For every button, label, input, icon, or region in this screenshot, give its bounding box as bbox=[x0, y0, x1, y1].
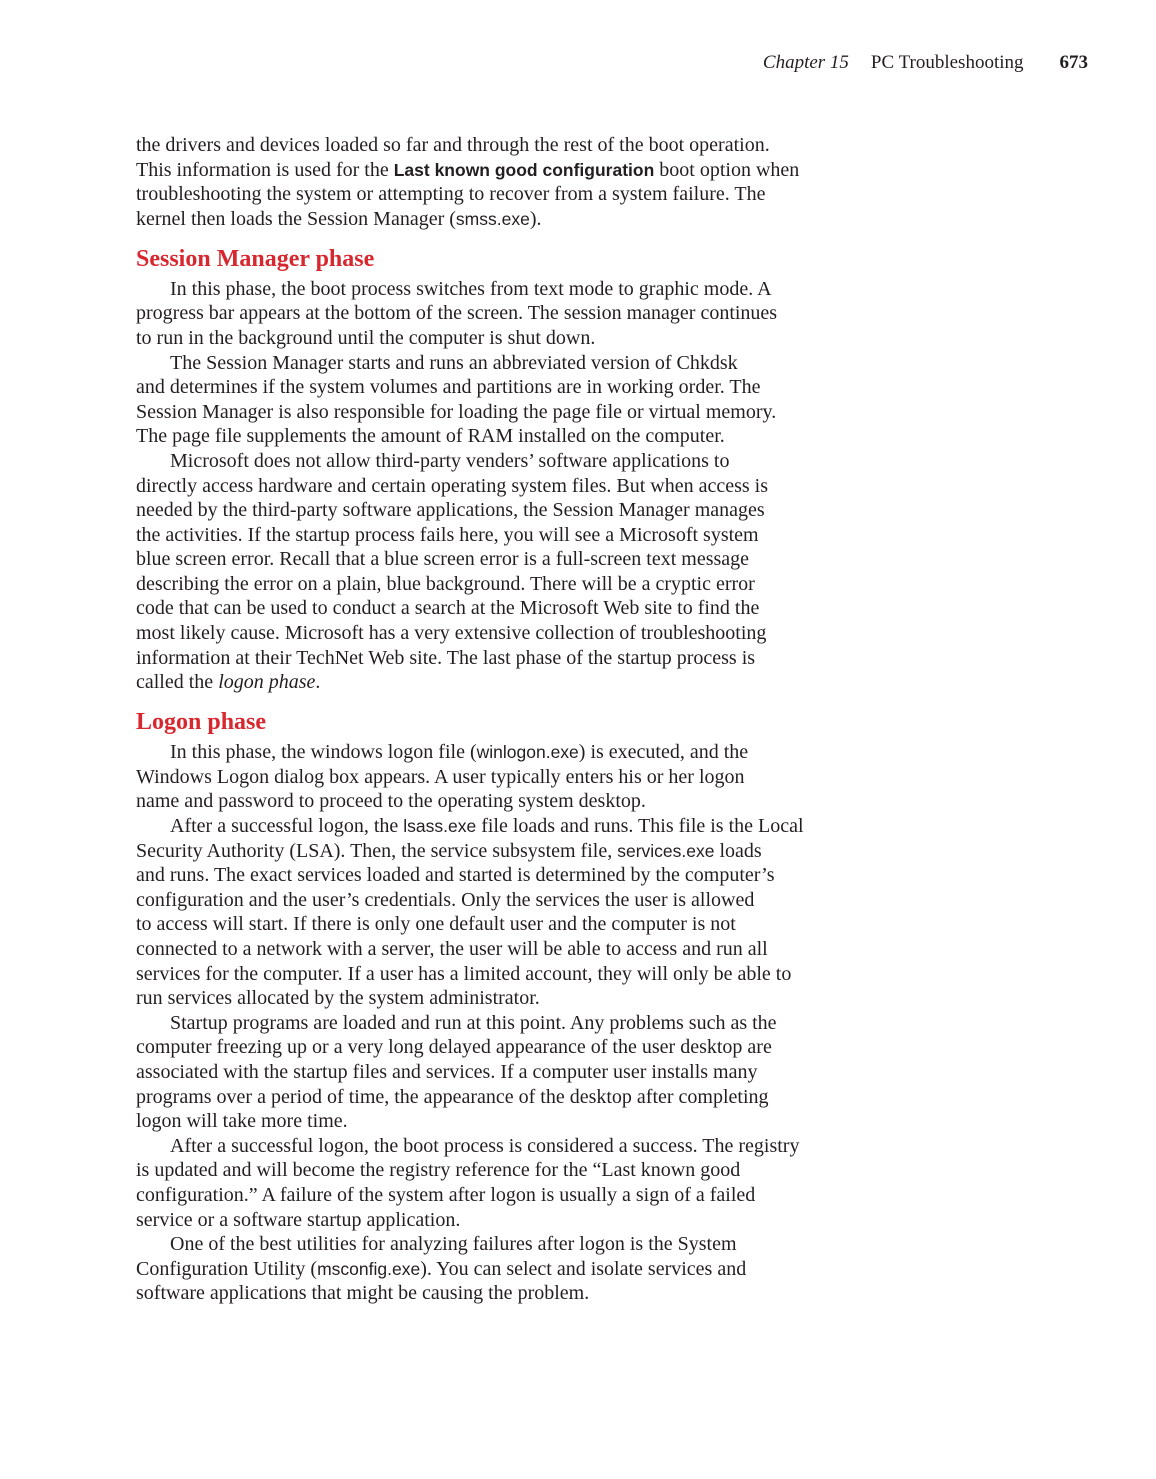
text-line bbox=[136, 158, 896, 183]
text-run: logon will take more time. bbox=[136, 1110, 348, 1133]
text-run: called the bbox=[136, 671, 219, 694]
paragraph bbox=[136, 1011, 896, 1134]
text-run: services for the computer. If a user has a limited account, they will only be able to bbox=[136, 962, 792, 985]
text-run: describing the error on a plain, blue background. There will be a cryptic error bbox=[136, 572, 755, 595]
text-run: Session Manager is also responsible for loading the page file or virtual memory. bbox=[136, 400, 777, 423]
filename: winlogon.exe bbox=[476, 742, 579, 763]
text-run: name and password to proceed to the operating system desktop. bbox=[136, 790, 646, 813]
filename: smss.exe bbox=[455, 208, 530, 229]
text-line bbox=[136, 814, 896, 839]
text-run: code that can be used to conduct a search at the Microsoft Web site to find the bbox=[136, 597, 760, 620]
text-line bbox=[136, 1183, 896, 1208]
text-line bbox=[136, 207, 896, 232]
text-run: . bbox=[315, 671, 321, 694]
paragraph bbox=[136, 740, 896, 814]
text-line bbox=[136, 474, 896, 499]
text-line bbox=[136, 888, 896, 913]
text-line bbox=[136, 1281, 896, 1306]
text-run: In this phase, the windows logon file ( bbox=[170, 741, 477, 764]
text-line bbox=[136, 740, 896, 765]
text-run: connected to a network with a server, the user will be able to access and run all bbox=[136, 937, 768, 960]
text-line bbox=[136, 1109, 896, 1134]
bold-term: Last known good configuration bbox=[393, 159, 655, 180]
text-run: the activities. If the startup process fails here, you will see a Microsoft system bbox=[136, 523, 759, 546]
text-line bbox=[136, 962, 896, 987]
text-line bbox=[136, 424, 896, 449]
text-line bbox=[136, 277, 896, 302]
text-line bbox=[136, 1035, 896, 1060]
text-line bbox=[136, 621, 896, 646]
paragraph bbox=[136, 1134, 896, 1232]
text-line bbox=[136, 400, 896, 425]
text-run: needed by the third-party software applications, the Session Manager manages bbox=[136, 499, 765, 522]
page-number: 673 bbox=[1059, 52, 1088, 73]
text-run: boot option when bbox=[654, 158, 800, 181]
text-run: programs over a period of time, the appearance of the desktop after completing bbox=[136, 1085, 769, 1108]
section-heading: Logon phase bbox=[136, 709, 267, 736]
text-run: loads bbox=[714, 839, 762, 862]
text-run: the drivers and devices loaded so far and through the rest of the boot operation. bbox=[136, 134, 770, 156]
text-run: blue screen error. Recall that a blue screen error is a full-screen text message bbox=[136, 548, 750, 571]
italic-term: logon phase bbox=[218, 671, 316, 694]
text-line bbox=[136, 596, 896, 621]
text-line bbox=[136, 523, 896, 548]
text-run: configuration and the user’s credentials. Only the services the user is allowed bbox=[136, 888, 755, 911]
text-run: progress bar appears at the bottom of the screen. The session manager continues bbox=[136, 302, 778, 325]
text-run: information at their TechNet Web site. The last phase of the startup process is bbox=[136, 646, 756, 669]
text-run: most likely cause. Microsoft has a very extensive collection of troubleshooting bbox=[136, 622, 767, 645]
paragraph bbox=[136, 133, 896, 231]
text-line bbox=[136, 765, 896, 790]
filename: msconfig.exe bbox=[317, 1258, 421, 1279]
text-run: software applications that might be causing the problem. bbox=[136, 1282, 590, 1305]
text-line bbox=[136, 1208, 896, 1233]
running-head bbox=[763, 52, 1088, 74]
text-run: directly access hardware and certain operating system files. But when access is bbox=[136, 474, 768, 497]
text-run: Security Authority (LSA). Then, the service subsystem file, bbox=[136, 839, 618, 862]
paragraph bbox=[136, 1232, 896, 1306]
text-line bbox=[136, 670, 896, 695]
text-run: Startup programs are loaded and run at this point. Any problems such as the bbox=[170, 1011, 777, 1034]
text-run: and determines if the system volumes and partitions are in working order. The bbox=[136, 376, 761, 399]
text-line bbox=[136, 839, 896, 864]
text-line bbox=[136, 937, 896, 962]
text-line bbox=[136, 1085, 896, 1110]
text-line bbox=[136, 449, 896, 474]
text-run: This information is used for the bbox=[136, 158, 394, 181]
chapter-label: Chapter 15 bbox=[762, 52, 849, 73]
text-run: ). You can select and isolate services and bbox=[420, 1257, 747, 1280]
text-run: After a successful logon, the boot process is considered a success. The registry bbox=[170, 1134, 800, 1157]
text-run: associated with the startup files and services. If a computer user installs many bbox=[136, 1060, 758, 1083]
text-run: In this phase, the boot process switches from text mode to graphic mode. A bbox=[170, 277, 772, 300]
text-run: run services allocated by the system administrator. bbox=[136, 987, 540, 1010]
text-run: After a successful logon, the bbox=[170, 815, 404, 837]
text-line bbox=[136, 1011, 896, 1036]
text-line bbox=[136, 1257, 896, 1282]
text-line bbox=[136, 375, 896, 400]
text-line bbox=[136, 572, 896, 597]
text-line bbox=[136, 1060, 896, 1085]
text-line bbox=[136, 1232, 896, 1257]
text-run: ). bbox=[529, 207, 542, 230]
text-line bbox=[136, 1134, 896, 1159]
page-body bbox=[136, 133, 896, 1306]
text-line bbox=[136, 863, 896, 888]
text-run: configuration.” A failure of the system after logon is usually a sign of a failed bbox=[136, 1183, 756, 1206]
text-run: is updated and will become the registry reference for the “Last known good bbox=[136, 1159, 741, 1182]
text-run: to access will start. If there is only one default user and the computer is not bbox=[136, 913, 736, 936]
text-run: The page file supplements the amount of RAM installed on the computer. bbox=[136, 425, 725, 448]
text-run: service or a software startup application. bbox=[136, 1208, 461, 1231]
text-run: and runs. The exact services loaded and started is determined by the computer’s bbox=[136, 864, 775, 887]
paragraph bbox=[136, 351, 896, 449]
text-run: file loads and runs. This file is the Local bbox=[476, 815, 804, 837]
text-line bbox=[136, 789, 896, 814]
text-run: kernel then loads the Session Manager ( bbox=[136, 207, 456, 230]
text-line bbox=[136, 351, 896, 376]
text-line bbox=[136, 182, 896, 207]
paragraph bbox=[136, 814, 896, 1011]
text-run: ) is executed, and the bbox=[578, 741, 749, 764]
text-run: One of the best utilities for analyzing failures after logon is the System bbox=[170, 1233, 737, 1256]
text-line bbox=[136, 986, 896, 1011]
text-run: computer freezing up or a very long delayed appearance of the user desktop are bbox=[136, 1036, 772, 1059]
text-run: The Session Manager starts and runs an abbreviated version of Chkdsk bbox=[170, 351, 738, 374]
text-line bbox=[136, 912, 896, 937]
paragraph bbox=[136, 449, 896, 695]
text-line bbox=[136, 547, 896, 572]
text-line bbox=[136, 301, 896, 326]
text-run: to run in the background until the computer is shut down. bbox=[136, 326, 596, 349]
chapter-title: PC Troubleshooting bbox=[870, 52, 1024, 73]
text-line bbox=[136, 326, 896, 351]
text-line bbox=[136, 1158, 896, 1183]
section-heading: Session Manager phase bbox=[136, 245, 375, 272]
paragraph bbox=[136, 277, 896, 351]
text-run: Windows Logon dialog box appears. A user typically enters his or her logon bbox=[136, 765, 745, 788]
filename: lsass.exe bbox=[403, 816, 477, 836]
text-line bbox=[136, 133, 896, 158]
filename: services.exe bbox=[617, 840, 715, 861]
text-run: troubleshooting the system or attempting to recover from a system failure. The bbox=[136, 183, 766, 206]
text-run: Microsoft does not allow third-party venders’ software applications to bbox=[170, 449, 730, 472]
text-line bbox=[136, 646, 896, 671]
text-run: Configuration Utility ( bbox=[136, 1257, 318, 1280]
text-line bbox=[136, 498, 896, 523]
